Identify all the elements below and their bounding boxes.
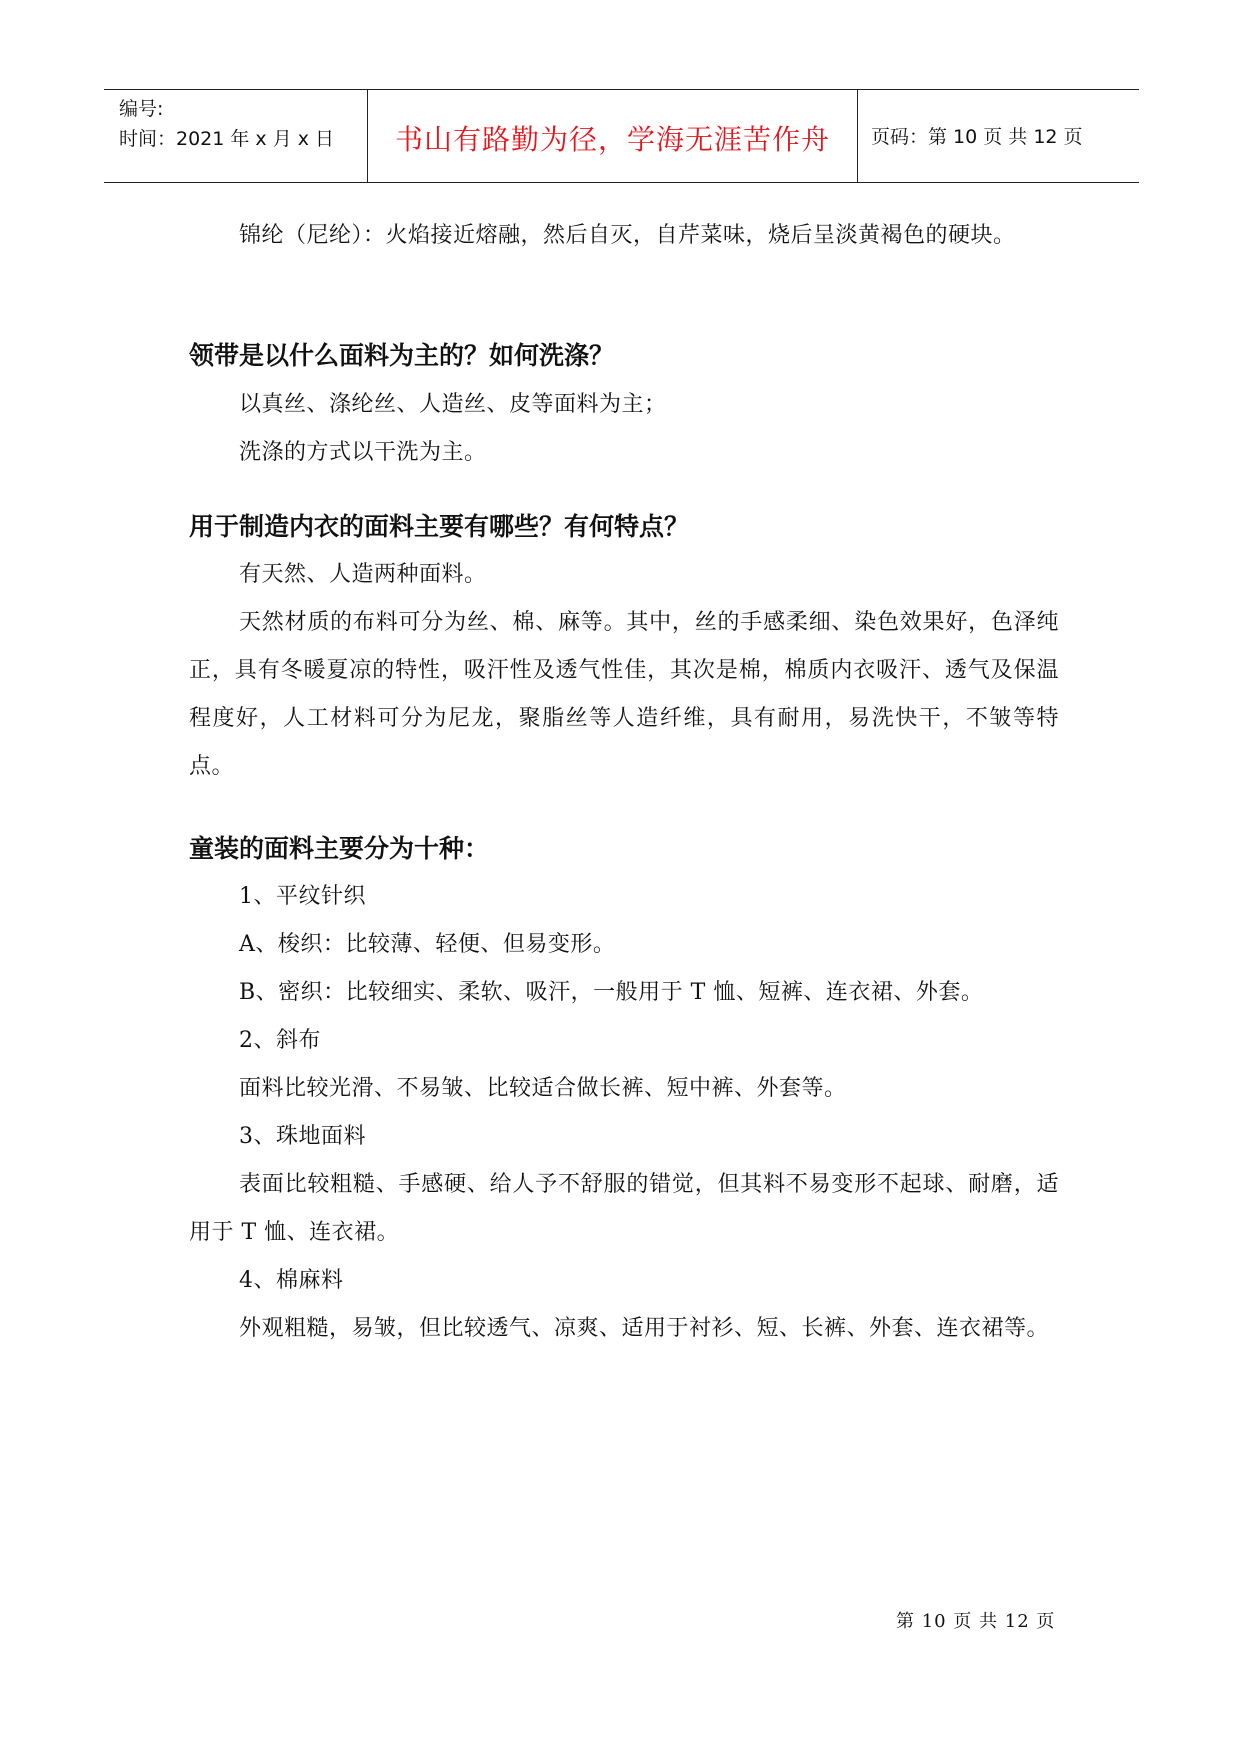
paragraph: 锦纶（尼纶）：火焰接近熔融，然后自灭，自芹菜味，烧后呈淡黄褐色的硬块。	[239, 223, 1016, 248]
doc-date-label: 时间：2021 年 x 月 x 日	[119, 128, 335, 150]
doc-number-label: 编号:	[119, 98, 164, 120]
paragraph: 洗涤的方式以干洗为主。	[239, 440, 487, 465]
page-footer: 第 10 页 共 12 页	[896, 1611, 1056, 1632]
list-item: 4、棉麻料	[239, 1268, 344, 1293]
list-item: A、梭织：比较薄、轻便、但易变形。	[239, 932, 616, 957]
list-item: 3、珠地面料	[239, 1124, 366, 1149]
list-item: 2、斜布	[239, 1028, 321, 1053]
section-heading: 用于制造内衣的面料主要有哪些？有何特点？	[189, 512, 690, 541]
header-motto: 书山有路勤为径，学海无涯苦作舟	[394, 123, 830, 156]
document-body	[189, 212, 1059, 1353]
header-divider	[857, 90, 858, 182]
paragraph: 面料比较光滑、不易皱、比较适合做长裤、短中裤、外套等。	[239, 1076, 847, 1101]
section-heading: 领带是以什么面料为主的？如何洗涤？	[189, 341, 615, 370]
list-item: 1、平纹针织	[239, 884, 366, 909]
paragraph: 外观粗糙，易皱，但比较透气、凉爽、适用于衬衫、短、长裤、外套、连衣裙等。	[239, 1316, 1050, 1341]
header-page-number: 页码：第 10 页 共 12 页	[871, 126, 1083, 148]
paragraph: 天然材质的布料可分为丝、棉、麻等。其中，丝的手感柔细、染色效果好，色泽纯正，具有冬暖夏凉的特性，吸汗性及透气性佳，其次是棉，棉质内衣吸汗、透气及保温程度好，人工材料可分为尼龙，聚脂丝等人造纤维，具有耐用，易洗快干，不皱等特点。	[189, 610, 1059, 779]
paragraph: 有天然、人造两种面料。	[239, 562, 487, 587]
header-meta	[119, 94, 334, 154]
list-item: B、密织：比较细实、柔软、吸汗，一般用于 T 恤、短裤、连衣裙、外套。	[239, 980, 984, 1005]
paragraph: 表面比较粗糙、手感硬、给人予不舒服的错觉，但其料不易变形不起球、耐磨，适用于 T 恤、连衣裙。	[189, 1172, 1059, 1245]
paragraph: 以真丝、涤纶丝、人造丝、皮等面料为主；	[239, 392, 667, 417]
section-heading: 童装的面料主要分为十种：	[189, 834, 490, 863]
page-header	[104, 89, 1139, 183]
